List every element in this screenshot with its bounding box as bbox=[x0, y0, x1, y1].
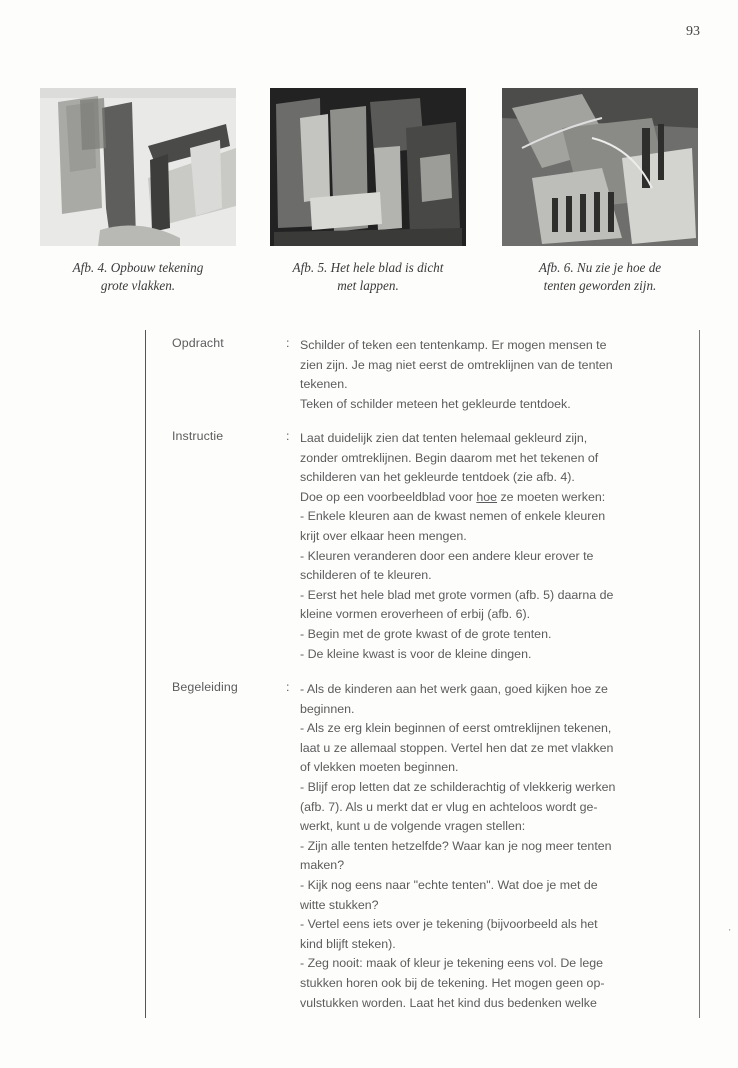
caption-line: tenten geworden zijn. bbox=[543, 278, 657, 293]
margin-mark: ' bbox=[729, 928, 731, 937]
text-line: werkt, kunt u de volgende vragen stellen: bbox=[300, 819, 526, 834]
text-line: - Enkele kleuren aan de kwast nemen of enkele kleuren bbox=[300, 509, 606, 524]
right-vertical-rule bbox=[699, 330, 700, 1018]
figure-caption bbox=[270, 259, 466, 295]
text-line: - Vertel eens iets over je tekening (bijvoorbeeld als het bbox=[300, 917, 598, 932]
caption-line: Afb. 4. Opbouw tekening bbox=[72, 260, 204, 275]
text-line: - De kleine kwast is voor de kleine dingen. bbox=[300, 646, 532, 661]
section-label: Instructie bbox=[172, 429, 224, 443]
text-line: kleine vormen eroverheen of erbij (afb. 6). bbox=[300, 607, 531, 622]
section-colon: : bbox=[286, 336, 290, 350]
text-line: - Blijf erop letten dat ze schilderachtig of vlekkerig werken bbox=[300, 779, 616, 794]
text-line: zonder omtreklijnen. Begin daarom met het tekenen of bbox=[300, 450, 599, 465]
underlined-word: hoe bbox=[476, 489, 498, 504]
page-number: 93 bbox=[686, 24, 700, 39]
section-label: Opdracht bbox=[172, 336, 224, 350]
text-line: (afb. 7). Als u merkt dat er vlug en achteloos wordt ge- bbox=[300, 799, 598, 814]
text-line: schilderen of te kleuren. bbox=[300, 568, 432, 583]
section-body bbox=[300, 336, 686, 414]
text-line: witte stukken? bbox=[300, 897, 379, 912]
text-line: Laat duidelijk zien dat tenten helemaal gekleurd zijn, bbox=[300, 431, 588, 445]
section-colon: : bbox=[286, 680, 290, 694]
figure-caption bbox=[502, 259, 698, 295]
section-label: Begeleiding bbox=[172, 680, 238, 694]
section-body bbox=[300, 680, 686, 1013]
text-line: tekenen. bbox=[300, 377, 348, 392]
figure-afb-6 bbox=[502, 88, 698, 295]
text-line: - Als ze erg klein beginnen of eerst omtreklijnen tekenen, bbox=[300, 721, 612, 736]
text-line: laat u ze allemaal stoppen. Vertel hen dat ze met vlakken bbox=[300, 740, 614, 755]
caption-line: met lappen. bbox=[337, 278, 399, 293]
section-body bbox=[300, 429, 686, 664]
figure-caption bbox=[40, 259, 236, 295]
text-line: beginnen. bbox=[300, 701, 355, 716]
text-line: of vlekken moeten beginnen. bbox=[300, 760, 459, 775]
text-line bbox=[300, 488, 686, 508]
text-fragment: ze moeten werken: bbox=[497, 489, 606, 504]
text-line: - Begin met de grote kwast of de grote tenten. bbox=[300, 626, 552, 641]
text-fragment: Doe op een voorbeeldblad voor bbox=[300, 489, 477, 504]
text-line: - Als de kinderen aan het werk gaan, goed kijken hoe ze bbox=[300, 682, 608, 696]
photo-blad-dicht bbox=[270, 88, 466, 246]
text-line: zien zijn. Je mag niet eerst de omtreklijnen van de tenten bbox=[300, 357, 613, 372]
section-colon: : bbox=[286, 429, 290, 443]
text-line: - Zijn alle tenten hetzelfde? Waar kan je nog meer tenten bbox=[300, 838, 612, 853]
text-line: maken? bbox=[300, 858, 345, 873]
text-line: schilderen van het gekleurde tentdoek (zie afb. 4). bbox=[300, 470, 575, 485]
text-line: - Kleuren veranderen door een andere kleur erover te bbox=[300, 548, 594, 563]
text-line: - Eerst het hele blad met grote vormen (afb. 5) daarna de bbox=[300, 587, 614, 602]
caption-line: Afb. 5. Het hele blad is dicht bbox=[292, 260, 444, 275]
text-line: Teken of schilder meteen het gekleurde tentdoek. bbox=[300, 396, 571, 411]
text-line: vulstukken worden. Laat het kind dus bedenken welke bbox=[300, 995, 597, 1010]
caption-line: grote vlakken. bbox=[100, 278, 176, 293]
text-line: kind blijft steken). bbox=[300, 936, 396, 951]
figure-afb-4 bbox=[40, 88, 236, 295]
text-line: - Kijk nog eens naar "echte tenten". Wat doe je met de bbox=[300, 877, 598, 892]
caption-line: Afb. 6. Nu zie je hoe de bbox=[538, 260, 662, 275]
figure-afb-5 bbox=[270, 88, 466, 295]
text-line: - Zeg nooit: maak of kleur je tekening eens vol. De lege bbox=[300, 956, 604, 971]
left-vertical-rule bbox=[145, 330, 146, 1018]
photo-tenten bbox=[502, 88, 698, 246]
text-line: Schilder of teken een tentenkamp. Er mogen mensen te bbox=[300, 338, 607, 352]
text-line: stukken horen ook bij de tekening. Het mogen geen op- bbox=[300, 975, 605, 990]
photo-opbouw-tekening bbox=[40, 88, 236, 246]
text-line: krijt over elkaar heen mengen. bbox=[300, 528, 467, 543]
